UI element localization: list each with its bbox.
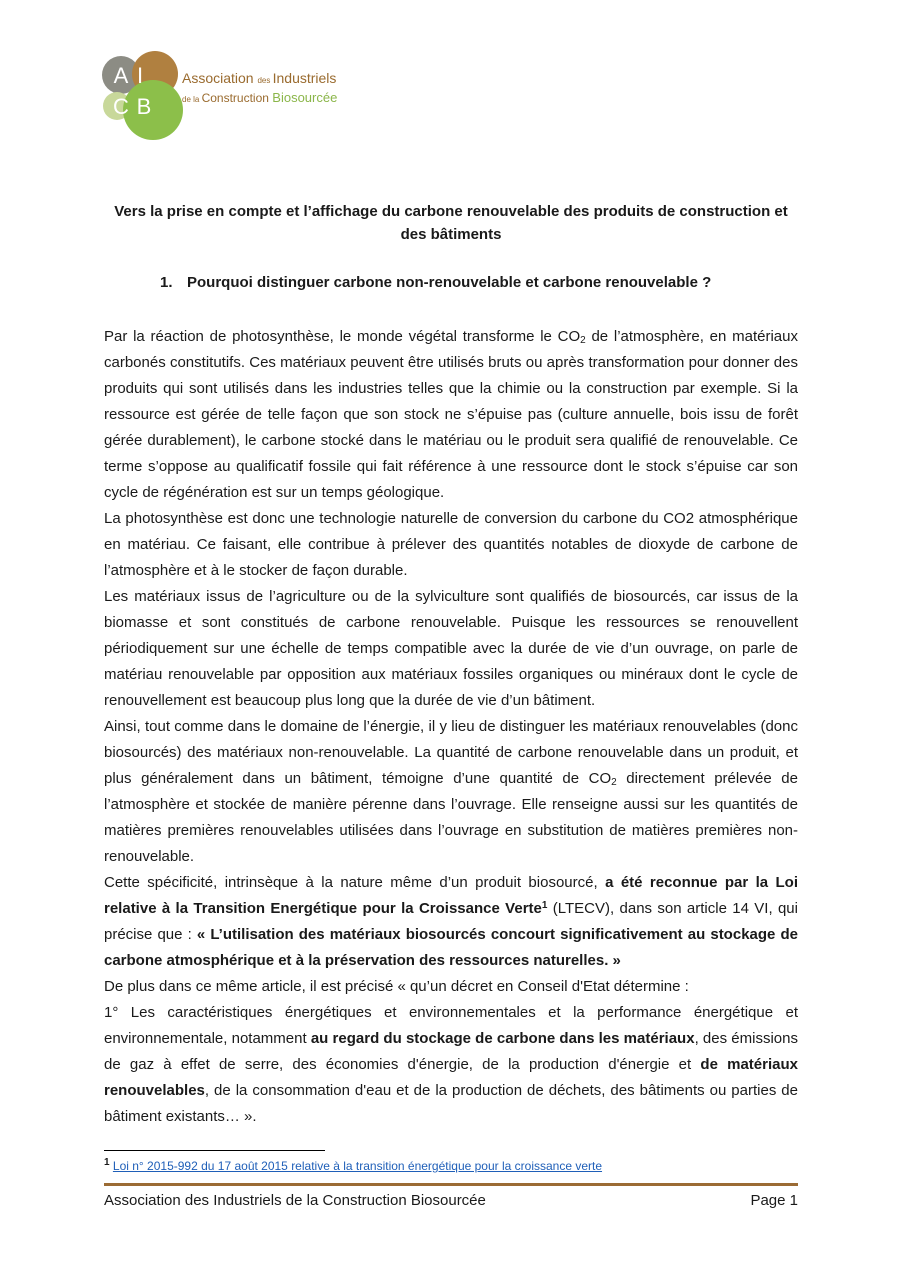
logo-wordmark [182, 70, 337, 108]
p5-text-c: (LTECV), dans son article 14 VI, qui précise que : [104, 900, 798, 943]
logo-letter-i: I [136, 63, 144, 88]
p7-bold-b: de matériaux renouvelables [104, 1056, 798, 1099]
p1-subscript: 2 [580, 335, 586, 346]
p5-text-a: Cette spécificité, intrinsèque à la nature même d’un produit biosourcé, [104, 874, 606, 891]
p5-bold-quote: « L’utilisation des matériaux biosourcés concourt significativement au stockage de carbone atmosphérique et à la préservation des ressources naturelles. » [104, 926, 798, 969]
footer-organization: Association des Industriels de la Construction Biosourcée [104, 1192, 486, 1209]
logo-word-association: Association [182, 70, 258, 86]
p7-text-e: , de la consommation d'eau et de la production de déchets, des bâtiments ou parties de bâtiment existants… ». [104, 1082, 798, 1125]
document-title: Vers la prise en compte et l’affichage du carbone renouvelable des produits de construction et des bâtiments [114, 203, 788, 243]
paragraph-7 [104, 1000, 798, 1130]
footnote-number: 1 [104, 1157, 110, 1168]
p1-text-b: de l’atmosphère, en matériaux carbonés constitutifs. Ces matériaux peuvent être utilisés bruts ou après transformation pour donner des produits qui sont utilisés dans les industries telles que la chimie ou la construction par exemple. Si la ressource est gérée de telle façon que son stock ne s’épuise pas (culture annuelle, bois issu de forêt gérée durablement), le carbone stocké dans le matériau ou le produit sera qualifié de renouvelable. Ce terme s’oppose au qualificatif fossile qui fait référence à une ressource dont le stock s’épuise car son cycle de régénération est sur un temps géologique. [104, 328, 798, 501]
footnote-link[interactable]: Loi n° 2015-992 du 17 août 2015 relative à la transition énergétique pour la croissance verte [112, 1159, 603, 1173]
body-text [104, 324, 798, 1130]
p4-text-a: Ainsi, tout comme dans le domaine de l’énergie, il y lieu de distinguer les matériaux renouvelables (donc biosourcés) des matériaux non-renouvelable. La quantité de carbone renouvelable dans un produit, et plus généralement dans un bâtiment, témoigne d’une quantité de CO [104, 718, 798, 787]
logo-word-industriels: Industriels [272, 70, 337, 86]
paragraph-5 [104, 870, 798, 974]
logo-letter-c: C [113, 94, 129, 119]
logo-circles [100, 50, 190, 142]
paragraph-3: Les matériaux issus de l’agriculture ou de la sylviculture sont qualifiés de biosourcés, car issus de la biomasse et sont constitués de carbone renouvelable. Puisque les ressources se renouvellent périodiquement sur une échelle de temps compatible avec la durée de vie d’un ouvrage, on parle de matériau renouvelable par opposition aux matériaux fossiles organiques ou minéraux dont le cycle de renouvellement est beaucoup plus long que la durée de vie d’un bâtiment. [104, 588, 798, 709]
paragraph-6: De plus dans ce même article, il est précisé « qu’un décret en Conseil d'Etat détermine : [104, 978, 689, 995]
p1-text-a: Par la réaction de photosynthèse, le monde végétal transforme le CO [104, 328, 581, 345]
p4-text-b: directement prélevée de l’atmosphère et stockée de manière pérenne dans l’ouvrage. Elle renseigne aussi sur les quantités de matières premières renouvelables utilisées dans l’ouvrage en substitution de matières premières non-renouvelable. [104, 770, 798, 865]
paragraph-2: La photosynthèse est donc une technologie naturelle de conversion du carbone du CO2 atmosphérique en matériau. Ce faisant, elle contribue à prélever des quantités notables de dioxyde de carbone de l’atmosphère et à le stocker de façon durable. [104, 510, 798, 579]
p7-bold-a: au regard du stockage de carbone dans les matériaux [310, 1030, 695, 1047]
p7-text-a: 1° Les caractéristiques énergétiques et environnementales et la performance énergétique et environnementale, notamment [104, 1004, 798, 1047]
logo-word-construction: Construction [201, 91, 273, 105]
paragraph-4 [104, 714, 798, 870]
logo-circle-b [123, 80, 183, 140]
footnote-separator [104, 1150, 325, 1151]
paragraph-1 [104, 324, 798, 506]
logo-word-dela: de la [182, 95, 202, 104]
section-number: 1. [160, 274, 173, 291]
logo-line-1 [182, 70, 337, 89]
footnote [104, 1158, 602, 1174]
logo-letter-a: A [113, 63, 129, 88]
footer-rule [104, 1183, 798, 1186]
logo-line-2 [182, 89, 337, 108]
section-heading [160, 273, 711, 293]
p4-subscript: 2 [611, 777, 617, 788]
page-number: Page 1 [750, 1192, 798, 1209]
logo-word-biosourcee: Biosourcée [272, 90, 338, 105]
logo-letter-b: B [136, 94, 152, 119]
p7-text-c: , des émissions de gaz à effet de serre, des économies d'énergie, de la production d'énergie et [104, 1030, 798, 1073]
footnote-ref: 1 [541, 900, 548, 911]
section-heading-text: Pourquoi distinguer carbone non-renouvelable et carbone renouvelable ? [187, 274, 712, 291]
logo-word-des: des [257, 76, 273, 85]
p5-bold-law: a été reconnue par la Loi relative à la Transition Energétique pour la Croissance Verte [104, 874, 799, 917]
